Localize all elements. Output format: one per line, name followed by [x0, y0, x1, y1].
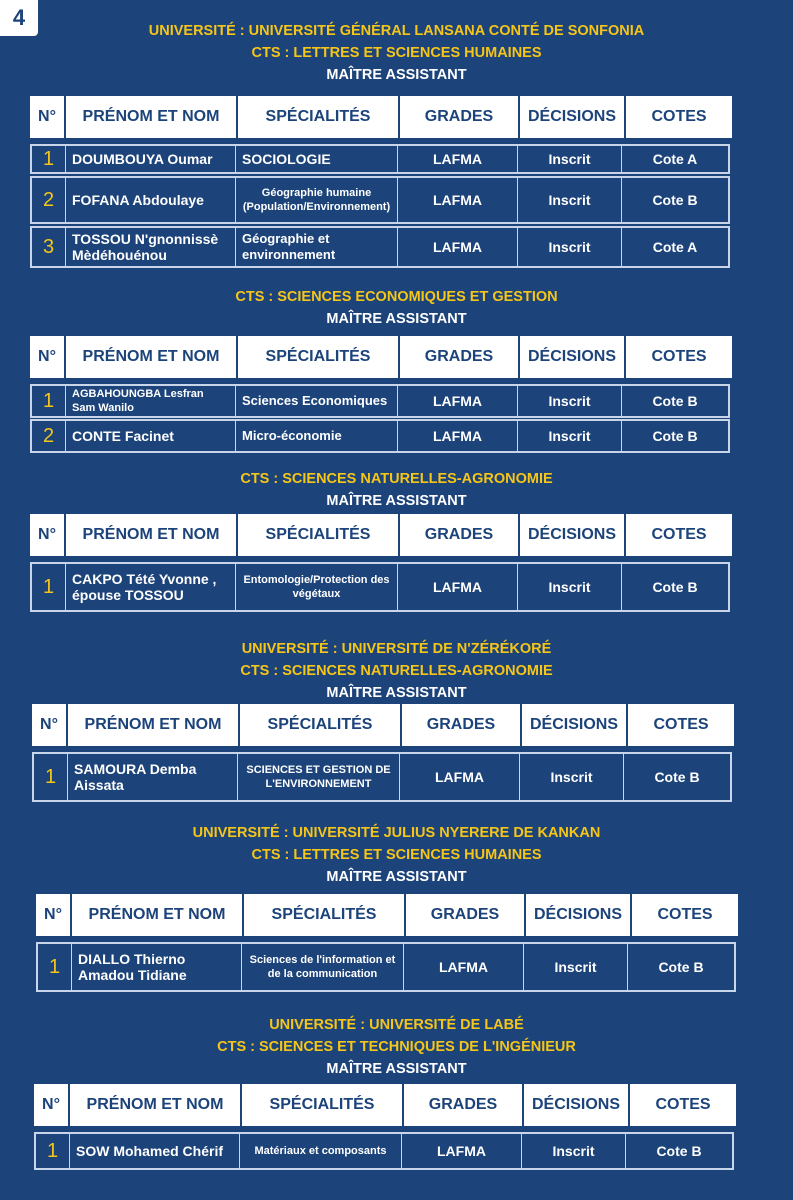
column-header-decisions: DÉCISIONS	[520, 336, 624, 378]
column-header-decisions: DÉCISIONS	[520, 514, 624, 556]
row-number: 1	[32, 146, 66, 172]
table-header	[34, 1084, 736, 1126]
cote: Cote B	[652, 192, 698, 208]
decision: Inscrit	[520, 754, 624, 800]
cote: Cote B	[654, 769, 700, 785]
grade: LAFMA	[398, 386, 518, 416]
column-header-specialty: SPÉCIALITÉS	[238, 514, 398, 556]
specialty: SCIENCES ET GESTION DE L'ENVIRONNEMENT	[238, 754, 400, 800]
column-header-grades: GRADES	[404, 1084, 522, 1126]
grade: LAFMA	[404, 944, 524, 990]
person-name: DOUMBOUYA Oumar	[66, 146, 236, 172]
rank-title: MAÎTRE ASSISTANT	[326, 869, 467, 885]
university-title: UNIVERSITÉ : UNIVERSITÉ DE N'ZÉRÉKORÉ	[241, 641, 552, 657]
grade: LAFMA	[402, 1134, 522, 1168]
specialty: Sciences de l'information et de la communication	[242, 944, 404, 990]
table-row	[30, 419, 730, 453]
column-header-num: N°	[34, 1084, 68, 1126]
specialty: Géographie humaine (Population/Environnement)	[236, 178, 398, 222]
section-heading	[0, 468, 793, 512]
rank-title: MAÎTRE ASSISTANT	[326, 67, 467, 83]
cts-title: CTS : LETTRES ET SCIENCES HUMAINES	[251, 847, 542, 863]
specialty: Matériaux et composants	[240, 1134, 402, 1168]
cts-title: CTS : SCIENCES ET TECHNIQUES DE L'INGÉNIEUR	[217, 1039, 576, 1055]
table-row	[30, 384, 730, 418]
decision: Inscrit	[522, 1134, 626, 1168]
grade: LAFMA	[398, 228, 518, 266]
table-row	[34, 1132, 734, 1170]
rank-title: MAÎTRE ASSISTANT	[326, 685, 467, 701]
page-number: 4	[0, 0, 38, 36]
column-header-specialty: SPÉCIALITÉS	[242, 1084, 402, 1126]
column-header-name: PRÉNOM ET NOM	[66, 336, 236, 378]
row-number: 2	[32, 421, 66, 451]
rank-title: MAÎTRE ASSISTANT	[326, 1061, 467, 1077]
column-header-name: PRÉNOM ET NOM	[70, 1084, 240, 1126]
row-number: 1	[32, 386, 66, 416]
row-number: 3	[32, 228, 66, 266]
grade: LAFMA	[398, 564, 518, 610]
person-name: DIALLO Thierno Amadou Tidiane	[72, 944, 242, 990]
person-name: AGBAHOUNGBA Lesfran Sam Wanilo	[66, 386, 236, 416]
university-title: UNIVERSITÉ : UNIVERSITÉ DE LABÉ	[269, 1017, 524, 1033]
column-header-decisions: DÉCISIONS	[524, 1084, 628, 1126]
column-header-grades: GRADES	[400, 96, 518, 138]
row-number: 2	[32, 178, 66, 222]
table-row	[30, 176, 730, 224]
column-header-decisions: DÉCISIONS	[520, 96, 624, 138]
cts-title: CTS : SCIENCES ECONOMIQUES ET GESTION	[235, 289, 558, 305]
table-row	[30, 144, 730, 174]
column-header-cotes: COTES	[626, 514, 732, 556]
row-number: 1	[32, 564, 66, 610]
table-header	[36, 894, 738, 936]
column-header-name: PRÉNOM ET NOM	[66, 514, 236, 556]
cote: Cote B	[656, 1143, 702, 1159]
column-header-num: N°	[30, 514, 64, 556]
column-header-name: PRÉNOM ET NOM	[66, 96, 236, 138]
table-header	[30, 96, 732, 138]
decision: Inscrit	[518, 146, 622, 172]
rank-title: MAÎTRE ASSISTANT	[326, 311, 467, 327]
person-name: CAKPO Tété Yvonne , épouse TOSSOU	[66, 564, 236, 610]
table-row	[36, 942, 736, 992]
column-header-cotes: COTES	[628, 704, 734, 746]
row-number: 1	[36, 1134, 70, 1168]
section-heading	[0, 20, 793, 86]
person-name: SOW Mohamed Chérif	[70, 1134, 240, 1168]
row-number: 1	[38, 944, 72, 990]
cote: Cote B	[658, 959, 704, 975]
column-header-cotes: COTES	[626, 96, 732, 138]
decision: Inscrit	[524, 944, 628, 990]
grade: LAFMA	[398, 178, 518, 222]
decision: Inscrit	[518, 178, 622, 222]
cote: Cote B	[652, 393, 698, 409]
column-header-num: N°	[36, 894, 70, 936]
column-header-num: N°	[30, 96, 64, 138]
cote: Cote B	[652, 428, 698, 444]
cote: Cote B	[652, 579, 698, 595]
university-title: UNIVERSITÉ : UNIVERSITÉ JULIUS NYERERE DE KANKAN	[192, 825, 601, 841]
column-header-decisions: DÉCISIONS	[522, 704, 626, 746]
column-header-specialty: SPÉCIALITÉS	[244, 894, 404, 936]
table-row	[32, 752, 732, 802]
column-header-num: N°	[30, 336, 64, 378]
column-header-grades: GRADES	[400, 336, 518, 378]
specialty: Géographie et environnement	[236, 228, 398, 266]
column-header-decisions: DÉCISIONS	[526, 894, 630, 936]
specialty: Entomologie/Protection des végétaux	[236, 564, 398, 610]
table-header	[30, 514, 732, 556]
section-heading	[0, 822, 793, 888]
table-header	[32, 704, 734, 746]
specialty: SOCIOLOGIE	[236, 146, 398, 172]
person-name: FOFANA Abdoulaye	[66, 178, 236, 222]
person-name: SAMOURA Demba Aissata	[68, 754, 238, 800]
rank-title: MAÎTRE ASSISTANT	[326, 493, 467, 509]
specialty: Micro-économie	[236, 421, 398, 451]
decision: Inscrit	[518, 386, 622, 416]
grade: LAFMA	[398, 421, 518, 451]
university-title: UNIVERSITÉ : UNIVERSITÉ GÉNÉRAL LANSANA CONTÉ DE SONFONIA	[148, 23, 645, 39]
cote: Cote A	[652, 239, 698, 255]
table-row	[30, 226, 730, 268]
grade: LAFMA	[400, 754, 520, 800]
cote: Cote A	[652, 151, 698, 167]
cts-title: CTS : SCIENCES NATURELLES-AGRONOMIE	[240, 471, 553, 487]
row-number: 1	[34, 754, 68, 800]
grade: LAFMA	[398, 146, 518, 172]
cts-title: CTS : SCIENCES NATURELLES-AGRONOMIE	[240, 663, 553, 679]
column-header-cotes: COTES	[626, 336, 732, 378]
table-row	[30, 562, 730, 612]
column-header-specialty: SPÉCIALITÉS	[238, 336, 398, 378]
column-header-specialty: SPÉCIALITÉS	[238, 96, 398, 138]
specialty: Sciences Economiques	[236, 386, 398, 416]
decision: Inscrit	[518, 228, 622, 266]
decision: Inscrit	[518, 421, 622, 451]
person-name: CONTE Facinet	[66, 421, 236, 451]
person-name: TOSSOU N'gnonnissè Mèdéhouénou	[66, 228, 236, 266]
cts-title: CTS : LETTRES ET SCIENCES HUMAINES	[251, 45, 542, 61]
column-header-name: PRÉNOM ET NOM	[68, 704, 238, 746]
section-heading	[0, 286, 793, 330]
column-header-grades: GRADES	[400, 514, 518, 556]
section-heading	[0, 638, 793, 704]
column-header-cotes: COTES	[632, 894, 738, 936]
table-header	[30, 336, 732, 378]
column-header-grades: GRADES	[406, 894, 524, 936]
column-header-specialty: SPÉCIALITÉS	[240, 704, 400, 746]
column-header-cotes: COTES	[630, 1084, 736, 1126]
decision: Inscrit	[518, 564, 622, 610]
column-header-grades: GRADES	[402, 704, 520, 746]
column-header-num: N°	[32, 704, 66, 746]
column-header-name: PRÉNOM ET NOM	[72, 894, 242, 936]
section-heading	[0, 1014, 793, 1080]
